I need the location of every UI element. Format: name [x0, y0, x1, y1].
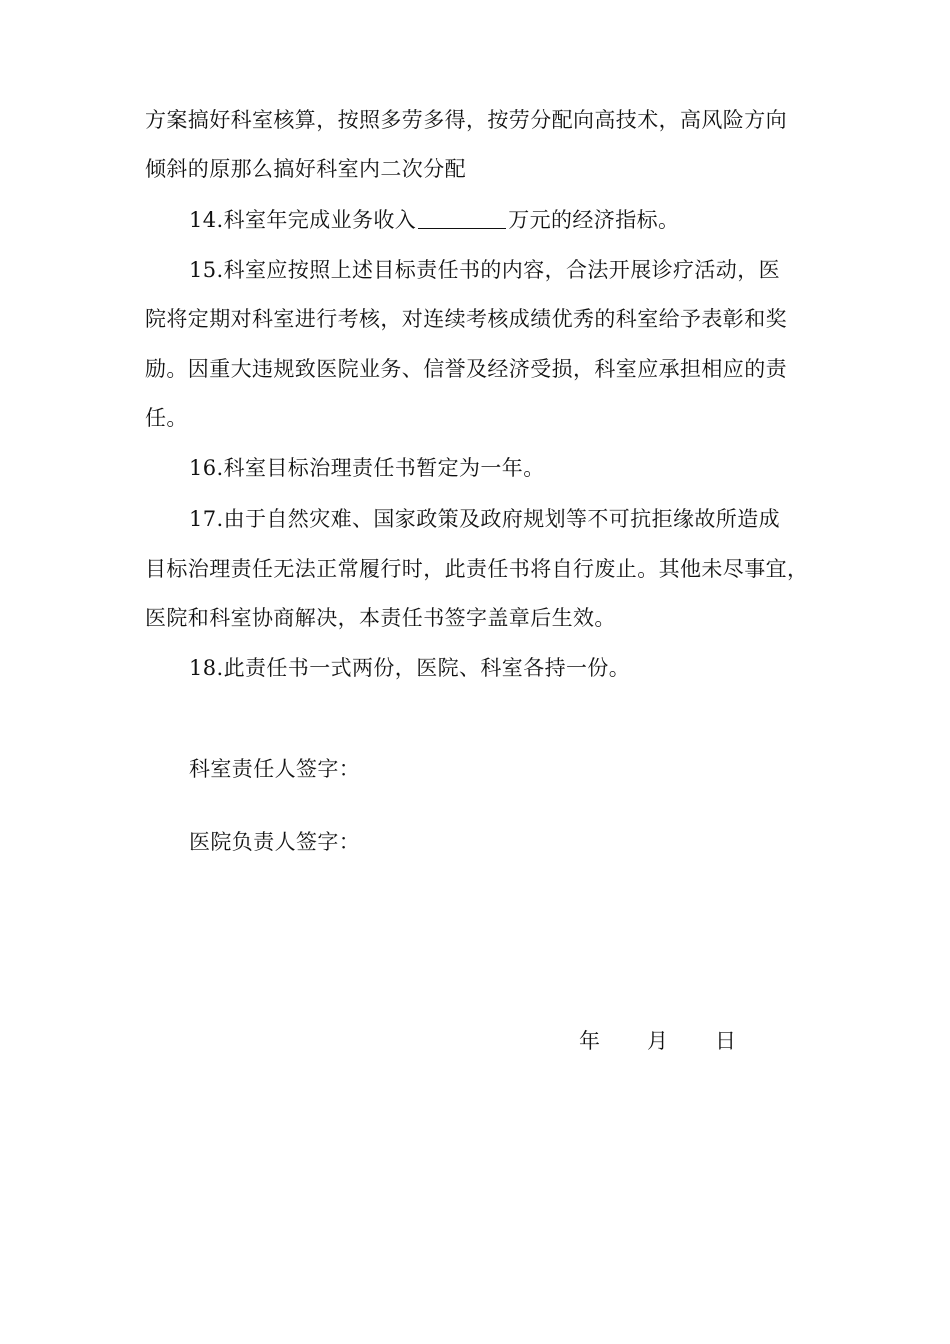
paragraph-14-text-after: 万元的经济指标。 [508, 208, 680, 232]
paragraph-13-continuation-line-1: 方案搞好科室核算，按照多劳多得，按劳分配向高技术，高风险方向 [145, 108, 787, 132]
income-amount-blank [418, 206, 506, 229]
date-month-label: 月 [647, 1029, 668, 1053]
paragraph-15-line-4: 任。 [145, 406, 188, 430]
paragraph-15-line-2: 院将定期对科室进行考核，对连续考核成绩优秀的科室给予表彰和奖 [145, 307, 787, 331]
date-day-label: 日 [715, 1029, 736, 1053]
paragraph-16: 16.科室目标治理责任书暂定为一年。 [189, 456, 545, 480]
date-year-label: 年 [579, 1029, 600, 1053]
paragraph-14 [189, 204, 869, 236]
paragraph-17-line-2: 目标治理责任无法正常履行时，此责任书将自行废止。其他未尽事宜， [145, 557, 809, 581]
paragraph-17-line-1: 17.由于自然灾难、国家政策及政府规划等不可抗拒缘故所造成 [189, 507, 780, 531]
paragraph-14-text-before: 14.科室年完成业务收入 [189, 208, 417, 232]
paragraph-15-line-1: 15.科室应按照上述目标责任书的内容，合法开展诊疗活动，医 [189, 258, 780, 282]
department-signature-label: 科室责任人签字： [189, 757, 361, 781]
paragraph-17-line-3: 医院和科室协商解决，本责任书签字盖章后生效。 [145, 606, 616, 630]
paragraph-15-line-3: 励。因重大违规致医院业务、信誉及经济受损，科室应承担相应的责 [145, 357, 787, 381]
paragraph-18: 18.此责任书一式两份，医院、科室各持一份。 [189, 656, 631, 680]
hospital-signature-label: 医院负责人签字： [189, 830, 361, 854]
paragraph-13-continuation-line-2: 倾斜的原那么搞好科室内二次分配 [145, 157, 466, 181]
